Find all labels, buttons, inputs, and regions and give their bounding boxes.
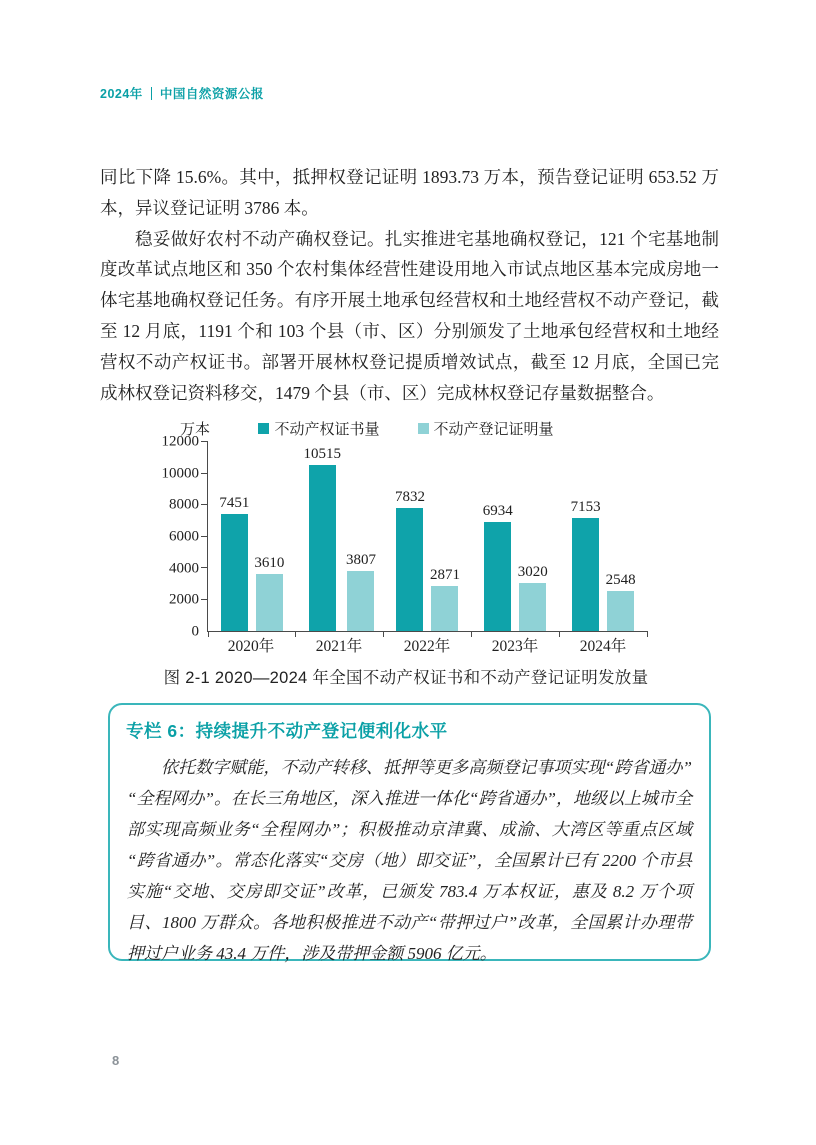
legend-item-proofs: [418, 418, 554, 439]
x-axis-tick-mark: [647, 631, 648, 637]
x-axis-label: 2021年: [315, 638, 363, 655]
legend-label-proofs: 不动产登记证明量: [433, 421, 554, 438]
figure-caption: 图 2-1 2020—2024 年全国不动产权证书和不动产登记证明发放量: [163, 669, 649, 687]
y-axis-tick-label: 6000: [169, 528, 199, 545]
callout-title: 专栏 6：持续提升不动产登记便利化水平: [126, 721, 448, 741]
bar: [607, 591, 634, 631]
header-year: 2024年: [100, 87, 143, 101]
bar: [347, 571, 374, 631]
x-axis-label: 2022年: [403, 638, 451, 655]
y-axis-tick-mark: [201, 567, 208, 568]
bar: [484, 522, 511, 631]
body-text: [100, 162, 719, 408]
bar-wrap: [606, 442, 636, 631]
chart-plot: [207, 442, 647, 632]
chart-row: [150, 433, 662, 640]
bar: [431, 586, 458, 631]
y-axis-tick-label: 4000: [169, 560, 199, 577]
y-axis-tick-label: 12000: [161, 433, 199, 450]
bar: [309, 465, 336, 631]
bar-value-label: 2548: [605, 571, 636, 588]
bar-group-2021年: [296, 442, 384, 631]
bar-value-label: 3020: [517, 564, 548, 581]
x-axis-tick-mark: [559, 631, 560, 637]
x-axis-label: 2023年: [491, 638, 539, 655]
figure-2-1: [150, 416, 662, 688]
bar-value-label: 7153: [570, 499, 601, 516]
legend-item-certificates: [258, 418, 379, 439]
bar-value-label: 2871: [429, 566, 460, 583]
bar-wrap: [430, 442, 460, 631]
legend-swatch-proofs-icon: [418, 423, 429, 434]
y-axis-tick-mark: [201, 599, 208, 600]
bar-group-2023年: [471, 442, 559, 631]
header-divider: [151, 87, 152, 100]
bar: [256, 574, 283, 631]
x-axis-tick-mark: [471, 631, 472, 637]
y-axis-unit-label: 万本: [180, 422, 211, 438]
x-axis-tick-mark: [383, 631, 384, 637]
x-axis-label: 2024年: [579, 638, 627, 655]
y-axis-tick-mark: [201, 504, 208, 505]
y-axis-tick-label: 0: [191, 623, 199, 640]
bar-wrap: [219, 442, 249, 631]
bar-wrap: [571, 442, 601, 631]
bar-value-label: 3610: [254, 555, 285, 572]
chart-legend-row: [150, 416, 662, 440]
callout-body: 依托数字赋能，不动产转移、抵押等更多高频登记事项实现“跨省通办”“全程网办”。在长三角地区，深入推进一体化“跨省通办”，地级以上城市全部实现高频业务“全程网办”；积极推动京津冀、成渝、大湾区等重点区域“跨省通办”。常态化落实“交房（地）即交证”，全国累计已有 2200 个市县实施“交地、交房即交证”改革，已颁发 783.4 万本权证，惠及 8.2 万个项目、1800 万群众。各地积极推进不动产“带押过户”改革，全国累计办理带押过户业务 43.4 万件，涉及带押金额 5906 亿元。: [127, 758, 692, 963]
bar-value-label: 10515: [303, 446, 341, 463]
chart-legend: [258, 418, 553, 439]
y-axis-tick-mark: [201, 441, 208, 442]
bar: [572, 518, 599, 631]
bar-value-label: 6934: [482, 502, 513, 519]
chart-y-axis: [150, 433, 207, 640]
x-axis-tick-mark: [208, 631, 209, 637]
bar-group-2022年: [384, 442, 472, 631]
legend-swatch-certificates-icon: [258, 423, 269, 434]
x-axis-tick-mark: [295, 631, 296, 637]
bar-wrap: [483, 442, 513, 631]
bar-group-2020年: [208, 442, 296, 631]
page-number: 8: [112, 1053, 120, 1068]
y-axis-tick-label: 10000: [161, 465, 199, 482]
bar: [396, 508, 423, 631]
bar-value-label: 7832: [394, 488, 425, 505]
y-axis-tick-mark: [201, 473, 208, 474]
x-axis-label: 2020年: [227, 638, 275, 655]
legend-label-certificates: 不动产权证书量: [274, 421, 380, 438]
y-axis-tick-label: 8000: [169, 496, 199, 513]
bar-value-label: 3807: [345, 552, 376, 569]
bar-value-label: 7451: [219, 494, 250, 511]
y-axis-tick-mark: [201, 536, 208, 537]
bar-wrap: [395, 442, 425, 631]
bar-wrap: [346, 442, 376, 631]
paragraph-rural-registration: 稳妥做好农村不动产确权登记。扎实推进宅基地确权登记，121 个宅基地制度改革试点地区和 350 个农村集体经营性建设用地入市试点地区基本完成房地一体宅基地确权登记任务。有序开展土地承包经营权和土地经营权不动产登记，截至 12 月底，1191 个和 103 个县（市、区）分别颁发了土地承包经营权和土地经营权不动产权证书。部署开展林权登记提质增效试点，截至 12 月底，全国已完成林权登记资料移交，1479 个县（市、区）完成林权登记存量数据整合。: [100, 228, 719, 403]
header-publication-title: 中国自然资源公报: [159, 87, 264, 101]
bar-wrap: [518, 442, 548, 631]
page-header: [100, 84, 264, 102]
bar-wrap: [303, 442, 341, 631]
chart-x-axis: [207, 632, 647, 658]
callout-box-column6: [108, 703, 711, 961]
bar: [221, 514, 248, 631]
paragraph-registration-certificates: 同比下降 15.6%。其中，抵押权登记证明 1893.73 万本，预告登记证明 653.52 万本，异议登记证明 3786 本。: [100, 167, 719, 218]
bar-wrap: [254, 442, 284, 631]
bar: [519, 583, 546, 631]
bar-group-2024年: [559, 442, 647, 631]
y-axis-tick-label: 2000: [169, 591, 199, 608]
